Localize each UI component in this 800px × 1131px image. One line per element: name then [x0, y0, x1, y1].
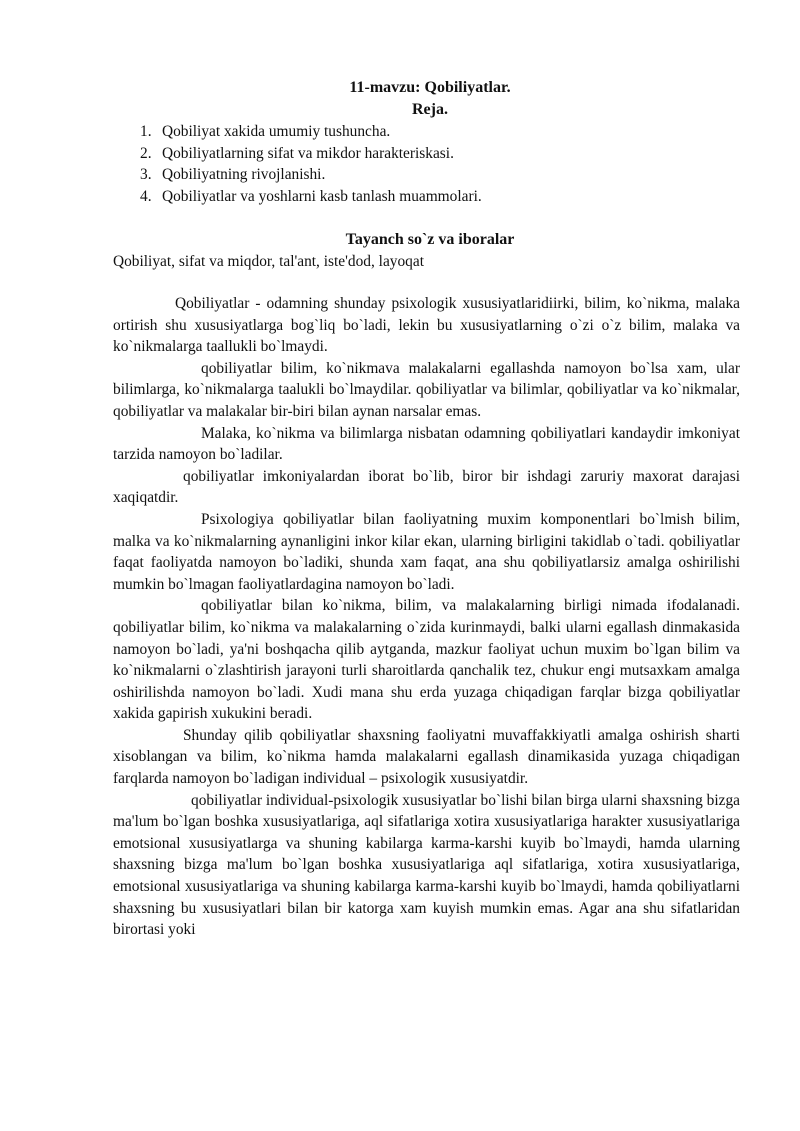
paragraph: qobiliyatlar individual-psixologik xususiyatlar bo`lishi bilan birga ularni shaxsning bizga ma'lum bo`lgan boshka xususiyatlariga, aql sifatlariga xotira xususiyatlariga harakter xususiyatlariga emotsional xususiyatlarga va shuning kabilarga karma-karshi kuyib bo`lmaydi, hamda ularning shaxsning bizga ma'lum bo`lgan boshka xususiyatlariga aql sifatlariga, xotira xususiyatlariga, emotsional xususiyatlariga va shuning kabilarga karma-karshi kuyib bo`lmaydi, hamda qobiliyatlarni shaxsning bu xususiyatlari bilan bir katorga xam kuyish mumkin emas. Agar ana shu sifatlaridan birortasi yoki — [113, 791, 740, 939]
paragraph: Shunday qilib qobiliyatlar shaxsning faoliyatni muvaffakkiyatli amalga oshirish sharti xisoblangan va bilim, ko`nikma hamda malakalarni egallash dinamikasida yuzaga chiqadigan farqlarda namoyon bo`ladigan individual – psixologik xususiyatdir. — [113, 726, 740, 788]
plan-item — [140, 164, 482, 186]
plan-item — [140, 186, 482, 208]
keywords-line: Qobiliyat, sifat va miqdor, tal'ant, iste'dod, layoqat — [113, 253, 424, 270]
plan-item — [140, 121, 482, 143]
paragraph: Psixologiya qobiliyatlar bilan faoliyatning muxim komponentlari bo`lmish bilim, malka va ko`nikmalarning aynanligini inkor kilar ekan, ularning birligini takidlab o`tadi. qobiliyatlar faqat faoliyatda namoyon bo`ladiki, shunda xam faqat, ana shu qobiliyatlarsiz amalga oshirilishi mumkin bo`lmagan faoliyatlardagina namoyon bo`ladi. — [113, 510, 740, 593]
document-title: 11-mavzu: Qobiliyatlar. — [349, 79, 511, 96]
plan-item-text: Qobiliyat xakida umumiy tushuncha. — [162, 123, 391, 140]
plan-item-number: 1. — [140, 123, 152, 140]
plan-item-number: 3. — [140, 166, 152, 184]
body-text — [113, 293, 740, 941]
plan-item-text: Qobiliyatning rivojlanishi. — [162, 166, 326, 184]
plan-heading: Reja. — [412, 101, 448, 118]
paragraph: Malaka, ko`nikma va bilimlarga nisbatan odamning qobiliyatlari kandaydir imkoniyat tarzida namoyon bo`ladilar. — [113, 424, 740, 464]
paragraph: Qobiliyatlar - odamning shunday psixologik xususiyatlaridiirki, bilim, ko`nikma, malaka ortirish shu xususiyatlarga bog`liq bo`ladi, lekin bu xususiyatlarning o`zi o`z bilim, malaka va ko`nikmalarga taallukli bo`lmaydi. — [113, 295, 740, 356]
keywords-heading: Tayanch so`z va iboralar — [345, 231, 515, 248]
plan-item-number: 4. — [140, 187, 152, 205]
paragraph: qobiliyatlar bilim, ko`nikmava malakalarni egallashda namoyon bo`lsa xam, ular bilimlarga, ko`nikmalarga taalukli bo`lmaydilar. qobiliyatlar va bilimlar, qobiliyatlar va ko`nikmalar, qobiliyatlar va malakalar bir-biri bilan aynan narsalar emas. — [113, 359, 740, 420]
plan-item — [140, 143, 482, 165]
paragraph: qobiliyatlar imkoniyalardan iborat bo`lib, biror bir ishdagi zaruriy maxorat darajasi xaqiqatdir. — [113, 467, 740, 507]
plan-list — [140, 121, 482, 207]
plan-item-number: 2. — [140, 144, 152, 162]
plan-item-text: Qobiliyatlarning sifat va mikdor harakteriskasi. — [162, 144, 454, 162]
plan-item-text: Qobiliyatlar va yoshlarni kasb tanlash muammolari. — [162, 187, 482, 205]
paragraph: qobiliyatlar bilan ko`nikma, bilim, va malakalarning birligi nimada ifodalanadi. qobiliyatlar bilim, ko`nikma va malakalarning o`zida kurinmaydi, balki ularni egallash dinmakasida namoyon bo`ladi, ya'ni boshqacha qilib aytganda, mazkur faoliyat uchun muxim bo`lgan bilim va ko`nikmalarni o`zlashtirish jarayoni turli sharoitlarda qanchalik tez, chukur engi mutsaxkam amalga oshirilishda namoyon bo`ladi. Xudi mana shu erda yuzaga chiqadigan farqlar bizga qobiliyatlar xakida gapirish xukukini beradi. — [113, 597, 740, 723]
